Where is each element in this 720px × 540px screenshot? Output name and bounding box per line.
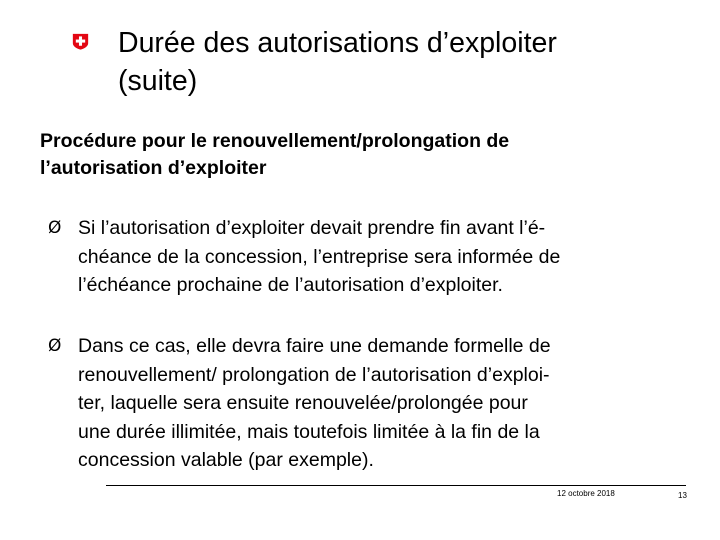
subtitle-line-1: Procédure pour le renouvellement/prolongation de [40, 130, 510, 152]
footer-divider [106, 485, 686, 486]
arrow-bullet-icon: Ø [48, 336, 62, 356]
slide-subtitle [40, 128, 680, 182]
slide-title [118, 24, 698, 100]
bullet-line: l’échéance prochaine de l’autorisation d’exploiter. [78, 274, 503, 296]
bullet-text [78, 214, 688, 300]
bullet-line: une durée illimitée, mais toutefois limitée à la fin de la [78, 420, 540, 443]
title-line-2: (suite) [118, 65, 198, 97]
page-number: 13 [678, 491, 687, 500]
swiss-cross-icon [72, 33, 89, 50]
bullet-line: Si l’autorisation d’exploiter devait prendre fin avant l’é- [78, 217, 546, 239]
bullet-line: renouvellement/ prolongation de l’autorisation d’exploi- [78, 363, 550, 386]
bullet-item [48, 332, 688, 475]
footer-date: 12 octobre 2018 [557, 489, 615, 498]
title-line-1: Durée des autorisations d’exploiter [118, 27, 557, 59]
bullet-line: Dans ce cas, elle devra faire une demande formelle de [78, 335, 551, 357]
bullet-line: chéance de la concession, l’entreprise sera informée de [78, 245, 561, 268]
subtitle-line-2: l’autorisation d’exploiter [40, 157, 267, 179]
bullet-text [78, 332, 688, 475]
bullet-line: ter, laquelle sera ensuite renouvelée/prolongée pour [78, 392, 528, 414]
bullet-line: concession valable (par exemple). [78, 449, 374, 471]
bullet-item [48, 214, 688, 300]
arrow-bullet-icon: Ø [48, 218, 62, 238]
